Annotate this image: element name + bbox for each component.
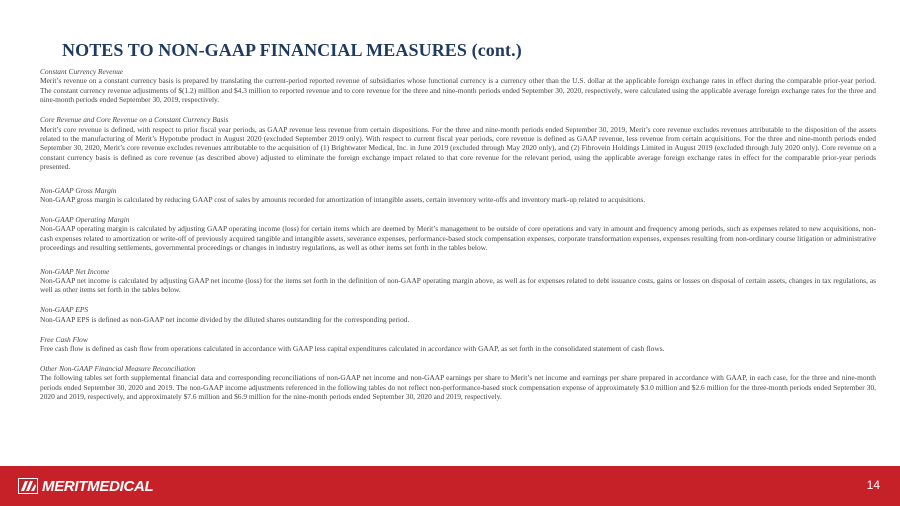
section-non-gaap-eps (40, 305, 876, 324)
section-heading: Non-GAAP Net Income (40, 266, 110, 276)
section-constant-currency-revenue (40, 67, 876, 105)
section-body: Non-GAAP net income is calculated by adjusting GAAP net income (loss) for the items set forth in the definition of non-GAAP operating margin above, as well as for expenses related to debt issuance costs, gains or losses on disposal of certain assets, changes in tax regulations, as well as other items set forth in the tables below. (40, 275, 876, 295)
page-title: NOTES TO NON-GAAP FINANCIAL MEASURES (cont.) (62, 40, 522, 60)
section-body: Non-GAAP gross margin is calculated by reducing GAAP cost of sales by amounts recorded for amortization of intangible assets, certain inventory write-offs and inventory mark-up related to acquisitions. (40, 194, 646, 204)
merit-medical-logo (18, 477, 153, 495)
section-free-cash-flow (40, 335, 876, 354)
section-body: Free cash flow is defined as cash flow from operations calculated in accordance with GAAP less capital expenditures calculated in accordance with GAAP, as set forth in the consolidated statement of cash flows. (40, 343, 665, 353)
section-body: Non-GAAP EPS is defined as non-GAAP net income divided by the diluted shares outstanding for the corresponding period. (40, 314, 410, 324)
section-heading: Constant Currency Revenue (40, 67, 124, 76)
section-non-gaap-operating-margin (40, 215, 876, 253)
section-non-gaap-gross-margin (40, 186, 876, 205)
section-heading: Non-GAAP EPS (40, 305, 89, 315)
section-non-gaap-net-income (40, 267, 876, 295)
section-other-reconciliation (40, 364, 876, 402)
notes-content (40, 67, 876, 412)
page-number: 14 (866, 478, 880, 492)
merit-logo-mark-icon (18, 478, 38, 494)
section-body: Non-GAAP operating margin is calculated by adjusting GAAP operating income (loss) for certain items which are deemed by Merit’s management to be outside of core operations and vary in amount and frequency among periods, such as expenses related to new acquisitions, non-cash expenses related to amortization or write-off of previously acquired tangible and intangible assets, severance expenses, performance-based stock compensation expenses, corporate transformation expenses, expenses resulting from non-ordinary course litigation or administrative proceedings and resulting settlements, governmental proceedings or changes in industry regulations, as well as other items set forth in the tables below. (40, 224, 876, 253)
section-body: Merit’s core revenue is defined, with respect to prior fiscal year periods, as GAAP revenue less revenue from certain dispositions. For the three and nine-month periods ended September 30, 2019, Merit’s core revenue excludes revenues attributable to the disposition of the assets related to the manufacturing of Merit’s Hypotube product in August 2020 (excluded September 2019 only). With respect to current fiscal year periods, core revenue is defined as GAAP revenue, less revenue from certain acquisitions. For the three and nine-month periods ended September 30, 2020, Merit’s core revenue excludes revenues attributable to the acquisition of (1) Brightwater Medical, Inc. in June 2019 (excluded through May 2020 only), and (2) Fibrovein Holdings Limited in August 2019 (excluded through July 2020 only). Core revenue on a constant currency basis is defined as core revenue (as described above) adjusted to eliminate the foreign exchange impact related to that core revenue for the relevant period, using the applicable average foreign exchange rates in effect for the comparable prior-year periods presented. (40, 124, 876, 172)
section-heading: Other Non-GAAP Financial Measure Reconciliation (40, 363, 196, 373)
section-body: The following tables set forth supplemental financial data and corresponding reconciliations of non-GAAP net income and non-GAAP earnings per share to Merit’s net income and earnings per share prepared in accordance with GAAP, in each case, for the three and nine-month periods ended September 30, 2020 and 2019. The non-GAAP income adjustments referenced in the following tables do not reflect non-performance-based stock compensation expense of approximately $3.0 million and $2.6 million for the three-month periods ended September 30, 2020 and 2019, respectively, and approximately $7.6 million and $6.9 million for the nine-month periods ended September 30, 2020 and 2019, respectively. (40, 373, 876, 402)
section-core-revenue (40, 115, 876, 171)
section-heading: Non-GAAP Gross Margin (40, 185, 117, 195)
section-heading: Core Revenue and Core Revenue on a Constant Currency Basis (40, 115, 229, 125)
section-heading: Free Cash Flow (40, 334, 88, 344)
section-body: Merit’s revenue on a constant currency basis is prepared by translating the current-period reported revenue of subsidiaries whose functional currency is a currency other than the U.S. dollar at the applicable foreign exchange rates in effect during the comparable prior-year period. The constant currency revenue adjustments of $(1.2) million and $4.3 million to reported revenue and to core revenue for the three and nine-month periods ended September 30, 2020, respectively, were calculated using the applicable average foreign exchange rates for the three and nine-month periods ended September 30, 2019, respectively. (40, 76, 876, 105)
footer-bar (0, 466, 900, 506)
logo-text: MERITMEDICAL (42, 477, 154, 495)
section-heading: Non-GAAP Operating Margin (40, 214, 130, 224)
